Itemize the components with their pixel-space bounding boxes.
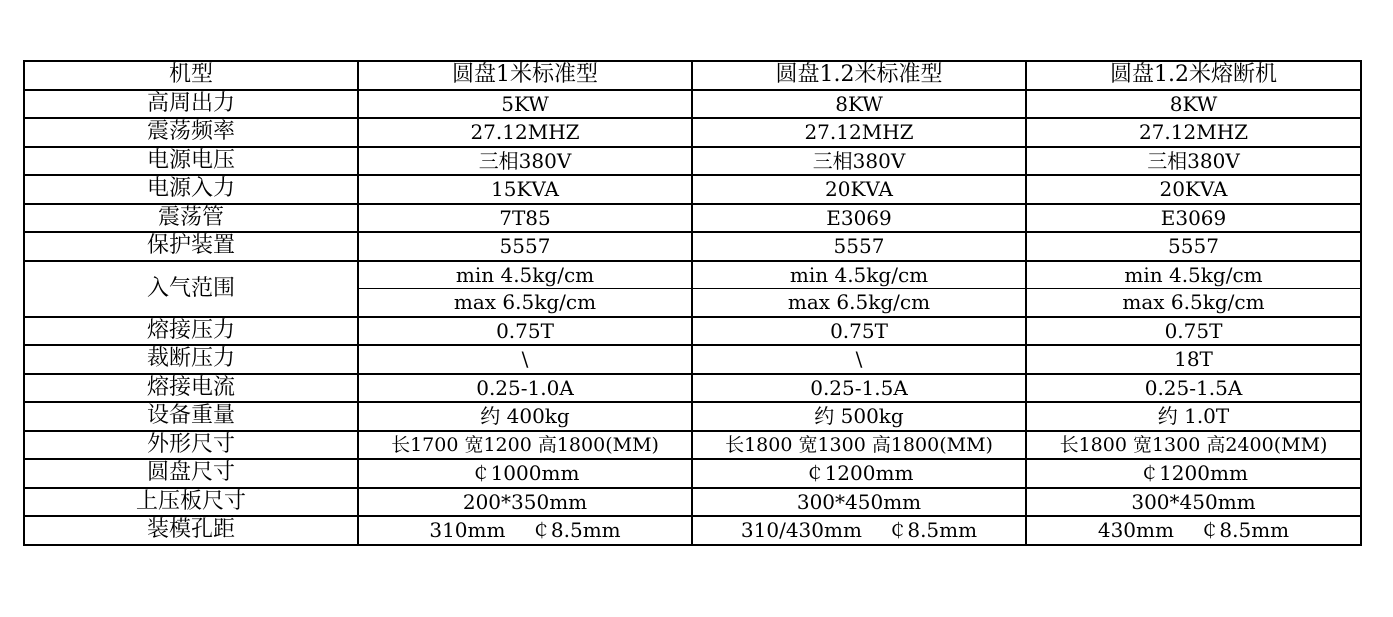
table-cell: 18T xyxy=(1026,345,1361,374)
table-cell: min 4.5kg/cm xyxy=(358,261,692,289)
table-row xyxy=(24,374,1361,403)
table-cell: 长1700 宽1200 高1800(MM) xyxy=(358,431,692,460)
table-cell: ￠1200mm xyxy=(692,459,1026,488)
table-row xyxy=(24,345,1361,374)
table-row xyxy=(24,402,1361,431)
table-cell: 长1800 宽1300 高2400(MM) xyxy=(1026,431,1361,460)
table-cell: 310/430mm ￠8.5mm xyxy=(692,516,1026,545)
table-cell: ￠1000mm xyxy=(358,459,692,488)
table-cell: 0.75T xyxy=(358,317,692,346)
row-label: 熔接压力 xyxy=(24,317,358,346)
row-label: 圆盘尺寸 xyxy=(24,459,358,488)
table-cell: 0.75T xyxy=(692,317,1026,346)
table-cell: E3069 xyxy=(692,204,1026,233)
table-cell: 27.12MHZ xyxy=(358,118,692,147)
row-label: 装模孔距 xyxy=(24,516,358,545)
table-cell: 7T85 xyxy=(358,204,692,233)
table-cell: ￠1200mm xyxy=(1026,459,1361,488)
row-label: 高周出力 xyxy=(24,90,358,119)
row-label: 设备重量 xyxy=(24,402,358,431)
table-cell: max 6.5kg/cm xyxy=(1026,289,1361,317)
row-label: 震荡频率 xyxy=(24,118,358,147)
table-cell: \ xyxy=(692,345,1026,374)
row-label: 震荡管 xyxy=(24,204,358,233)
table-cell: min 4.5kg/cm xyxy=(692,261,1026,289)
table-row xyxy=(24,90,1361,119)
table-cell: 5KW xyxy=(358,90,692,119)
header-cell: 圆盘1.2米熔断机 xyxy=(1026,61,1361,90)
table-cell: 0.25-1.0A xyxy=(358,374,692,403)
table-cell: 310mm ￠8.5mm xyxy=(358,516,692,545)
row-label: 保护装置 xyxy=(24,232,358,261)
header-cell: 圆盘1米标准型 xyxy=(358,61,692,90)
table-cell: 8KW xyxy=(1026,90,1361,119)
table-cell: 20KVA xyxy=(692,175,1026,204)
header-cell: 机型 xyxy=(24,61,358,90)
table-cell: 430mm ￠8.5mm xyxy=(1026,516,1361,545)
table-cell: 0.25-1.5A xyxy=(692,374,1026,403)
row-label: 上压板尺寸 xyxy=(24,488,358,517)
table-cell: 8KW xyxy=(692,90,1026,119)
table-cell: E3069 xyxy=(1026,204,1361,233)
table-cell: 长1800 宽1300 高1800(MM) xyxy=(692,431,1026,460)
table-row xyxy=(24,459,1361,488)
table-row xyxy=(24,147,1361,176)
table-row xyxy=(24,204,1361,233)
row-label: 电源电压 xyxy=(24,147,358,176)
table-row xyxy=(24,317,1361,346)
table-cell: max 6.5kg/cm xyxy=(358,289,692,317)
row-label: 外形尺寸 xyxy=(24,431,358,460)
table-cell: \ xyxy=(358,345,692,374)
row-label: 入气范围 xyxy=(24,261,358,317)
header-cell: 圆盘1.2米标准型 xyxy=(692,61,1026,90)
table-row xyxy=(24,175,1361,204)
table-cell: 15KVA xyxy=(358,175,692,204)
table-cell: 三相380V xyxy=(358,147,692,176)
table-cell: 约 400kg xyxy=(358,402,692,431)
table-row xyxy=(24,118,1361,147)
table-cell: 27.12MHZ xyxy=(692,118,1026,147)
table-cell: min 4.5kg/cm xyxy=(1026,261,1361,289)
table-cell: 三相380V xyxy=(1026,147,1361,176)
table-cell: 5557 xyxy=(1026,232,1361,261)
table-cell: 27.12MHZ xyxy=(1026,118,1361,147)
table-cell: 5557 xyxy=(358,232,692,261)
spec-table xyxy=(23,60,1362,546)
table-cell: 5557 xyxy=(692,232,1026,261)
table-row xyxy=(24,232,1361,261)
table-cell: 约 1.0T xyxy=(1026,402,1361,431)
table-row xyxy=(24,431,1361,460)
row-label: 熔接电流 xyxy=(24,374,358,403)
table-cell: max 6.5kg/cm xyxy=(692,289,1026,317)
table-cell: 300*450mm xyxy=(1026,488,1361,517)
table-cell: 200*350mm xyxy=(358,488,692,517)
row-label: 电源入力 xyxy=(24,175,358,204)
table-row xyxy=(24,261,1361,289)
table-cell: 0.75T xyxy=(1026,317,1361,346)
table-row xyxy=(24,488,1361,517)
table-cell: 300*450mm xyxy=(692,488,1026,517)
table-row xyxy=(24,516,1361,545)
table-cell: 20KVA xyxy=(1026,175,1361,204)
table-cell: 0.25-1.5A xyxy=(1026,374,1361,403)
table-header-row xyxy=(24,61,1361,90)
row-label: 裁断压力 xyxy=(24,345,358,374)
table-cell: 约 500kg xyxy=(692,402,1026,431)
table-cell: 三相380V xyxy=(692,147,1026,176)
